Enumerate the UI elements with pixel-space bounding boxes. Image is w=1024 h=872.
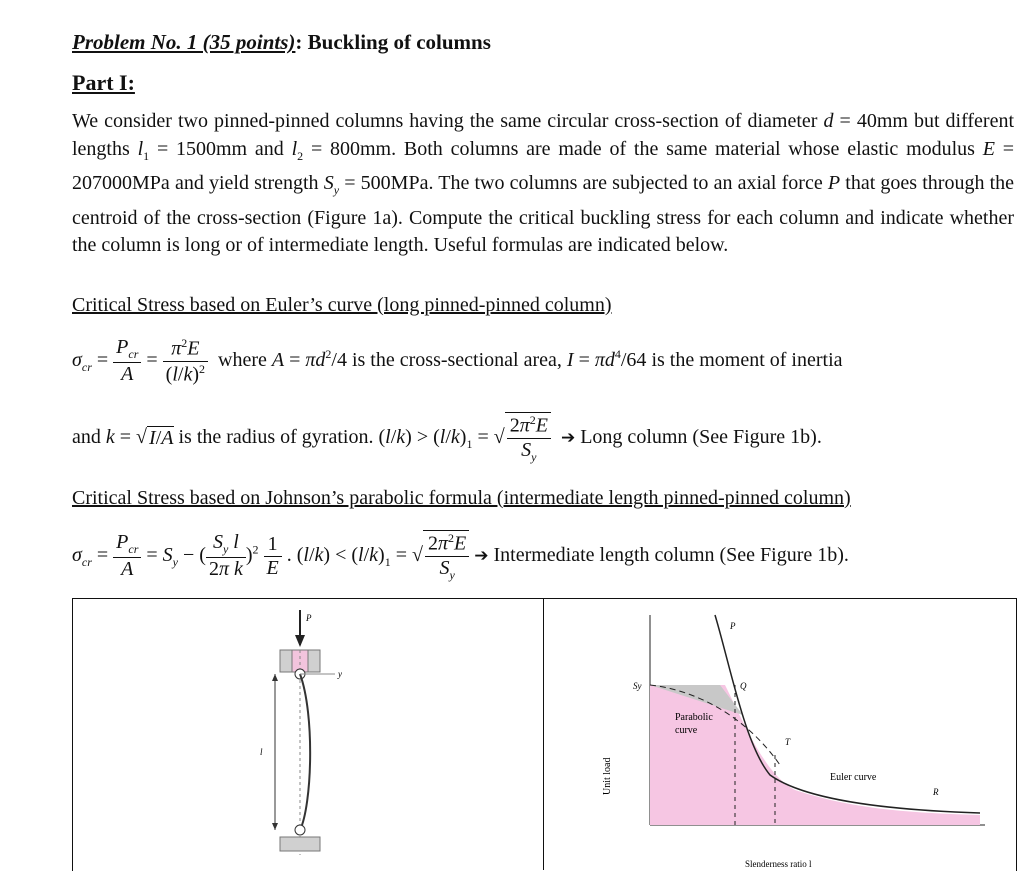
column-figure <box>240 605 370 867</box>
q-point-label: Q <box>740 681 747 691</box>
bottom-support <box>280 837 320 851</box>
p-point-label: P <box>730 621 736 631</box>
arrow-icon: ➔ <box>560 427 576 448</box>
column-p-label: P <box>306 613 312 623</box>
curve-label: curve <box>675 725 698 736</box>
euler-curve-label: Euler curve <box>830 772 877 783</box>
johnson-equation: $\sigma_{cr}$ = $\frac{P_{cr}}{A}$ = $S_y$ − ( $\frac{S_y l}{\text{2π k}}$ )$^2$ $\frac{1}{E}$ . $(l/k) < (l/k)_1$ = √ $\frac{2\pi^2E}{S_y}$ ➔ Intermediate length column (See Figure 1b). <box>72 531 849 582</box>
euler-heading: Critical Stress based on Euler’s curve (long pinned-pinned column) <box>72 294 612 316</box>
figure-divider <box>543 598 544 870</box>
parabolic-label: Parabolic <box>675 712 713 723</box>
column-l-label: l <box>260 747 263 757</box>
problem-number: Problem No. 1 (35 points) <box>72 30 296 54</box>
pink-region <box>650 685 980 825</box>
johnson-heading: Critical Stress based on Johnson’s parabolic formula (intermediate length pinned-pinned column) <box>72 487 851 509</box>
gyration-line: and k = √ I/A is the radius of gyration. $(l/k) > (l/k)_1$ = √ $\frac{2\pi^2E}{S_y}$ ➔ Long column (See Figure 1b). <box>72 413 822 464</box>
r-point-label: R <box>933 787 939 797</box>
problem-title: Problem No. 1 (35 points): Buckling of columns <box>72 30 491 54</box>
arrow-icon: ➔ <box>474 545 489 566</box>
t-point-label: T <box>785 737 791 747</box>
problem-paragraph: We consider two pinned-pinned columns having the same circular cross-section of diameter d = 40mm but different lengths $l_1 = 1500mm$ and $l_2 = 800mm$. Both columns are made of the same material whose elastic modulus E = 207000MPa and yield strength $S_y = 500MPa$. The two columns are subjected to an axial force P that goes through the centroid of the cross-section (Figure 1a). Compute the critical buckling stress for each column and indicate whether the column is long or of intermediate length. Useful formulas are indicated below. <box>72 110 1015 256</box>
buckled-column <box>300 674 310 830</box>
euler-equation: $\sigma_{cr}$ = $\frac{P_{cr}}{A}$ = $\frac{\pi^2E}{(l/k)^2}$ where $A = \pi d^2/4$ is the cross-sectional area, $I = \pi d^4/64$ is the moment of inertia <box>72 336 843 386</box>
sy-label: Sy <box>633 681 642 691</box>
part-heading: Part I: <box>72 70 135 95</box>
buckling-curve-figure <box>595 605 1005 870</box>
slenderness-label: Slenderness ratio l <box>745 859 812 869</box>
problem-subject: Buckling of columns <box>307 30 491 54</box>
unit-load-label: Unit load <box>602 757 613 795</box>
column-y-label: y <box>338 669 342 679</box>
